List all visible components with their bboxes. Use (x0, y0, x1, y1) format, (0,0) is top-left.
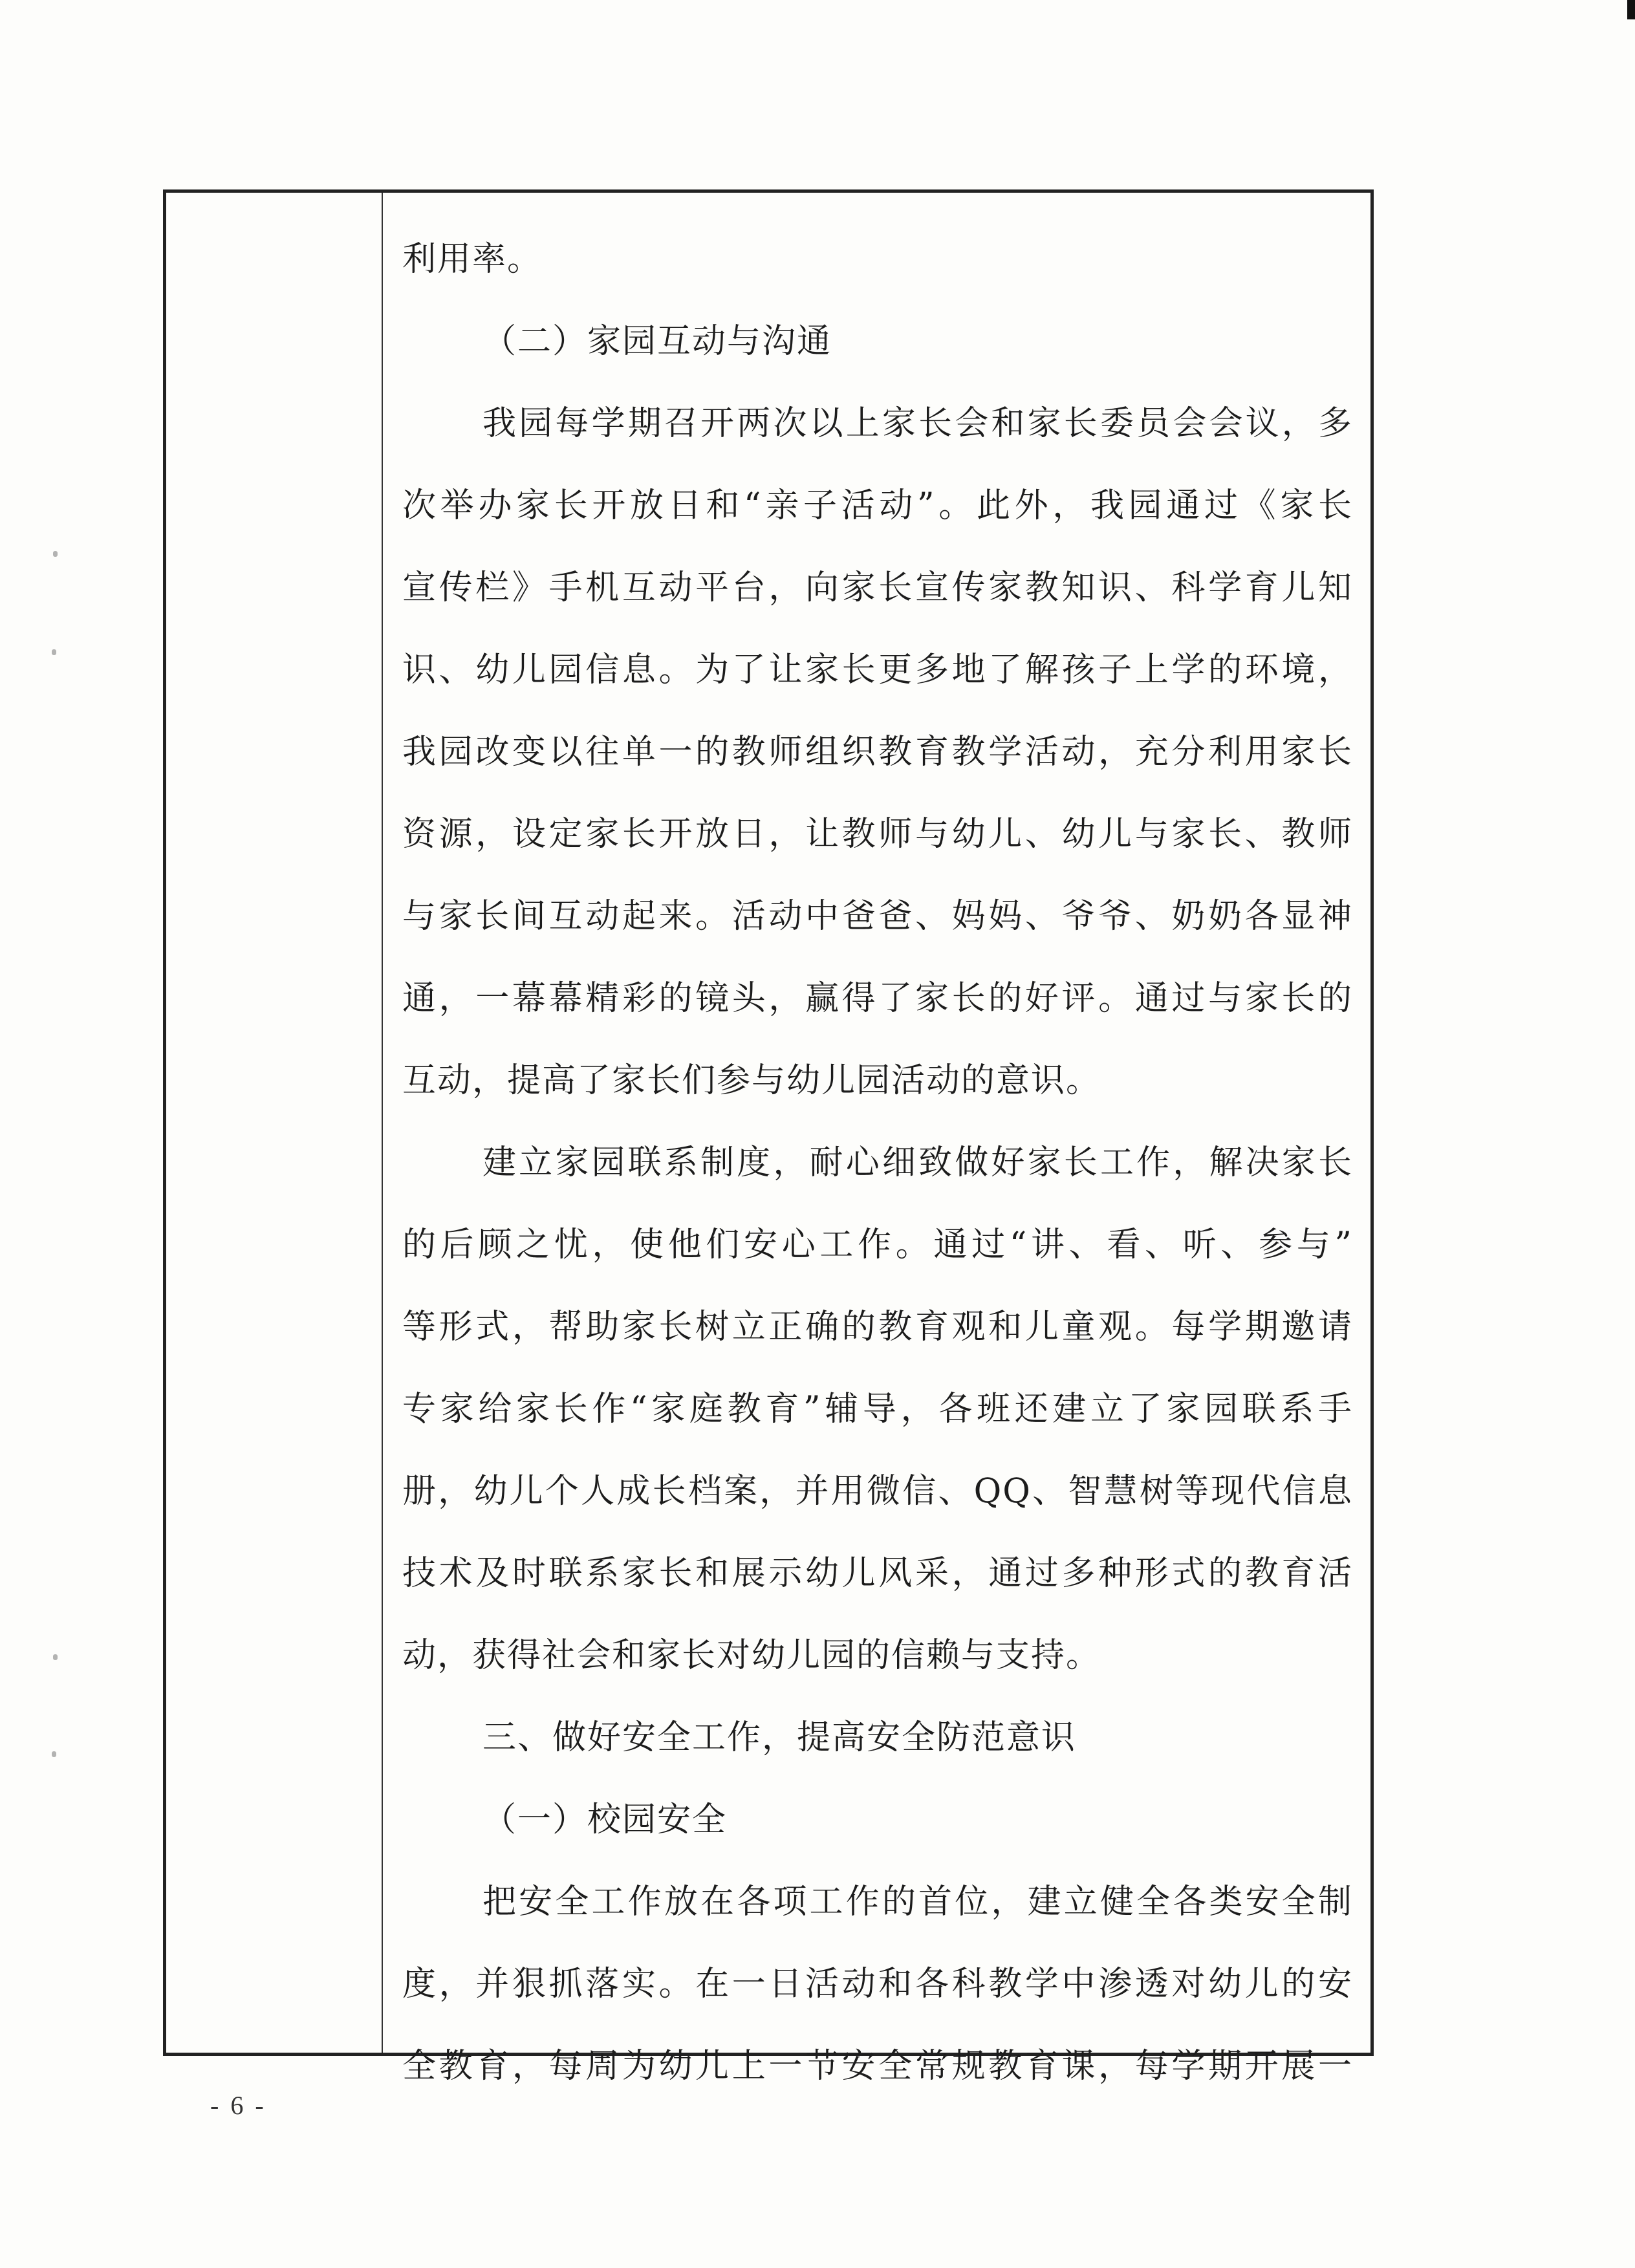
text-line: 把安全工作放在各项工作的首位，建立健全各类安全制 (482, 1883, 1353, 1921)
text-line: 互动，提高了家长们参与幼儿园活动的意识。 (402, 1061, 1101, 1100)
scan-speck (52, 649, 56, 655)
text-line: 宣传栏》手机互动平台，向家长宣传家教知识、科学育儿知 (402, 568, 1353, 607)
text-line: 的后顾之忧，使他们安心工作。通过“讲、看、听、参与” (402, 1226, 1353, 1264)
text-line: 度，并狠抓落实。在一日活动和各科教学中渗透对幼儿的安 (402, 1965, 1353, 2003)
column-divider (382, 193, 383, 2053)
text-line: 我园每学期召开两次以上家长会和家长委员会会议，多 (482, 404, 1353, 443)
text-line: 识、幼儿园信息。为了让家长更多地了解孩子上学的环境， (402, 651, 1353, 689)
section-heading: 三、做好安全工作，提高安全防范意识 (482, 1718, 1077, 1757)
text-line: 全教育，每周为幼儿上一节安全常规教育课，每学期开展一 (402, 2047, 1353, 2086)
report-table (163, 189, 1374, 2086)
text-line: 我园改变以往单一的教师组织教育教学活动，充分利用家长 (402, 733, 1353, 772)
text-line: 专家给家长作“家庭教育”辅导，各班还建立了家园联系手 (402, 1390, 1353, 1429)
content-cell (402, 219, 1353, 2108)
text-line: 建立家园联系制度，耐心细致做好家长工作，解决家长 (482, 1143, 1353, 1182)
page-number: - 6 - (210, 2091, 266, 2120)
text-line: 等形式，帮助家长树立正确的教育观和儿童观。每学期邀请 (402, 1308, 1353, 1346)
scan-edge-mark (1627, 0, 1635, 19)
text-line: 与家长间互动起来。活动中爸爸、妈妈、爷爷、奶奶各显神 (402, 897, 1353, 936)
scan-speck (52, 1751, 56, 1757)
text-line: 利用率。 (402, 240, 543, 279)
section-heading: （二）家园互动与沟通 (482, 322, 832, 361)
text-line: 技术及时联系家长和展示幼儿风采，通过多种形式的教育活 (402, 1554, 1353, 1593)
scan-speck (53, 551, 58, 557)
text-line: 通，一幕幕精彩的镜头，赢得了家长的好评。通过与家长的 (402, 979, 1353, 1018)
subsection-heading: （一）校园安全 (482, 1800, 728, 1839)
label-cell (166, 193, 382, 2053)
scan-speck (53, 1654, 58, 1660)
text-line: 资源，设定家长开放日，让教师与幼儿、幼儿与家长、教师 (402, 815, 1353, 854)
text-line: 册，幼儿个人成长档案，并用微信、QQ、智慧树等现代信息 (402, 1472, 1353, 1511)
text-line: 次举办家长开放日和“亲子活动”。此外，我园通过《家长 (402, 486, 1353, 525)
text-line: 动，获得社会和家长对幼儿园的信赖与支持。 (402, 1636, 1101, 1675)
